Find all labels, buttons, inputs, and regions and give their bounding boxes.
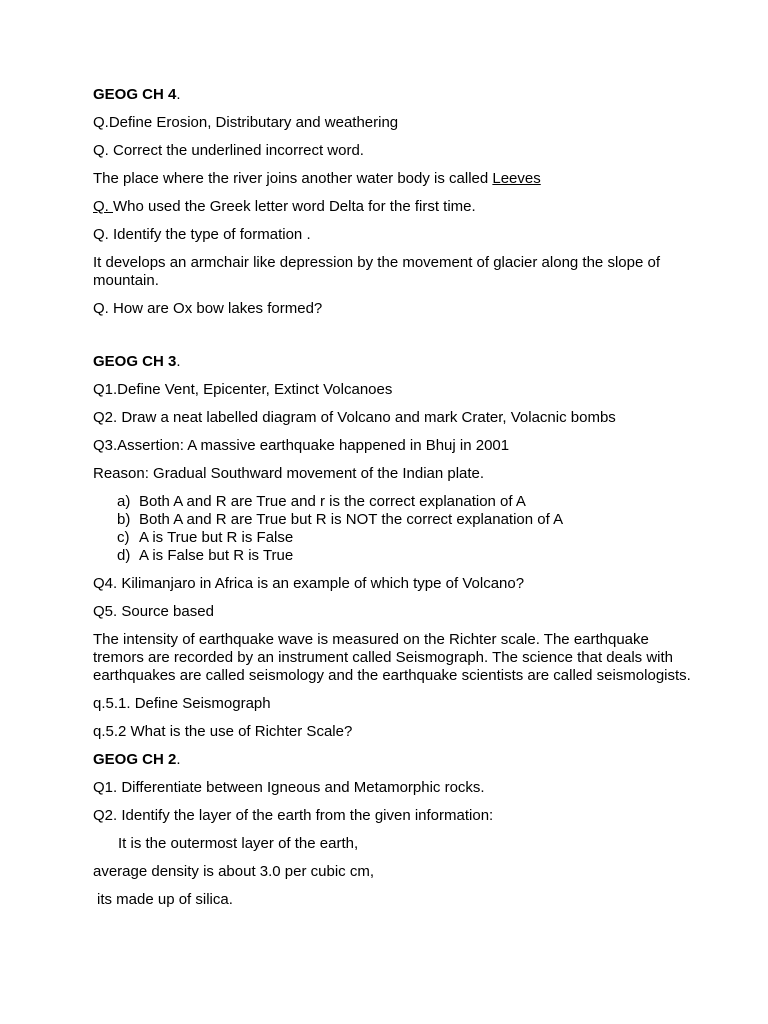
- question-ch4-q5: Q. How are Ox bow lakes formed?: [93, 300, 323, 317]
- question-ch4-q4-statement: It develops an armchair like depression by the movement of glacier along the slope of mountain.: [93, 254, 660, 289]
- question-ch4-q2-statement: The place where the river joins another water body is called Leeves: [93, 170, 541, 187]
- option-item: c) A is True but R is False: [117, 529, 294, 546]
- answer-options: [93, 493, 693, 565]
- question-ch2-q2: Q2. Identify the layer of the earth from the given information:: [93, 807, 494, 824]
- underlined-word: Leeves: [492, 170, 541, 187]
- info-line-1: It is the outermost layer of the earth,: [118, 835, 359, 852]
- question-ch3-q2: Q2. Draw a neat labelled diagram of Volcano and mark Crater, Volacnic bombs: [93, 409, 616, 426]
- info-line-2: average density is about 3.0 per cubic cm,: [93, 863, 374, 880]
- section-heading-ch4: GEOG CH 4.: [93, 86, 181, 103]
- option-item: b) Both A and R are True but R is NOT the correct explanation of A: [117, 511, 564, 528]
- question-ch4-q3: Q. Who used the Greek letter word Delta for the first time.: [93, 198, 476, 215]
- source-passage: The intensity of earthquake wave is measured on the Richter scale. The earthquake tremors are recorded by an instrument called Seismograph. The science that deals with earthquakes are called seismology and the earthquake scientists are called seismologists.: [93, 631, 691, 684]
- question-ch4-q2: Q. Correct the underlined incorrect word.: [93, 142, 364, 159]
- question-ch3-q4: Q4. Kilimanjaro in Africa is an example of which type of Volcano?: [93, 575, 525, 592]
- question-ch3-q5-1: q.5.1. Define Seismograph: [93, 695, 271, 712]
- question-ch3-q5-2: q.5.2 What is the use of Richter Scale?: [93, 723, 353, 740]
- question-ch3-q1: Q1.Define Vent, Epicenter, Extinct Volcanoes: [93, 381, 393, 398]
- question-ch4-q4: Q. Identify the type of formation .: [93, 226, 311, 243]
- question-ch3-q3-reason: Reason: Gradual Southward movement of the Indian plate.: [93, 465, 485, 482]
- question-ch2-q1: Q1. Differentiate between Igneous and Metamorphic rocks.: [93, 779, 485, 796]
- section-heading-ch3: GEOG CH 3.: [93, 353, 181, 370]
- option-item: d) A is False but R is True: [117, 547, 294, 564]
- info-line-3: its made up of silica.: [97, 891, 233, 908]
- option-item: a) Both A and R are True and r is the correct explanation of A: [117, 493, 526, 510]
- section-heading-ch2: GEOG CH 2.: [93, 751, 181, 768]
- question-ch3-q5: Q5. Source based: [93, 603, 214, 620]
- question-ch3-q3: Q3.Assertion: A massive earthquake happened in Bhuj in 2001: [93, 437, 510, 454]
- question-ch4-q1: Q.Define Erosion, Distributary and weathering: [93, 114, 399, 131]
- document-page: [93, 86, 693, 919]
